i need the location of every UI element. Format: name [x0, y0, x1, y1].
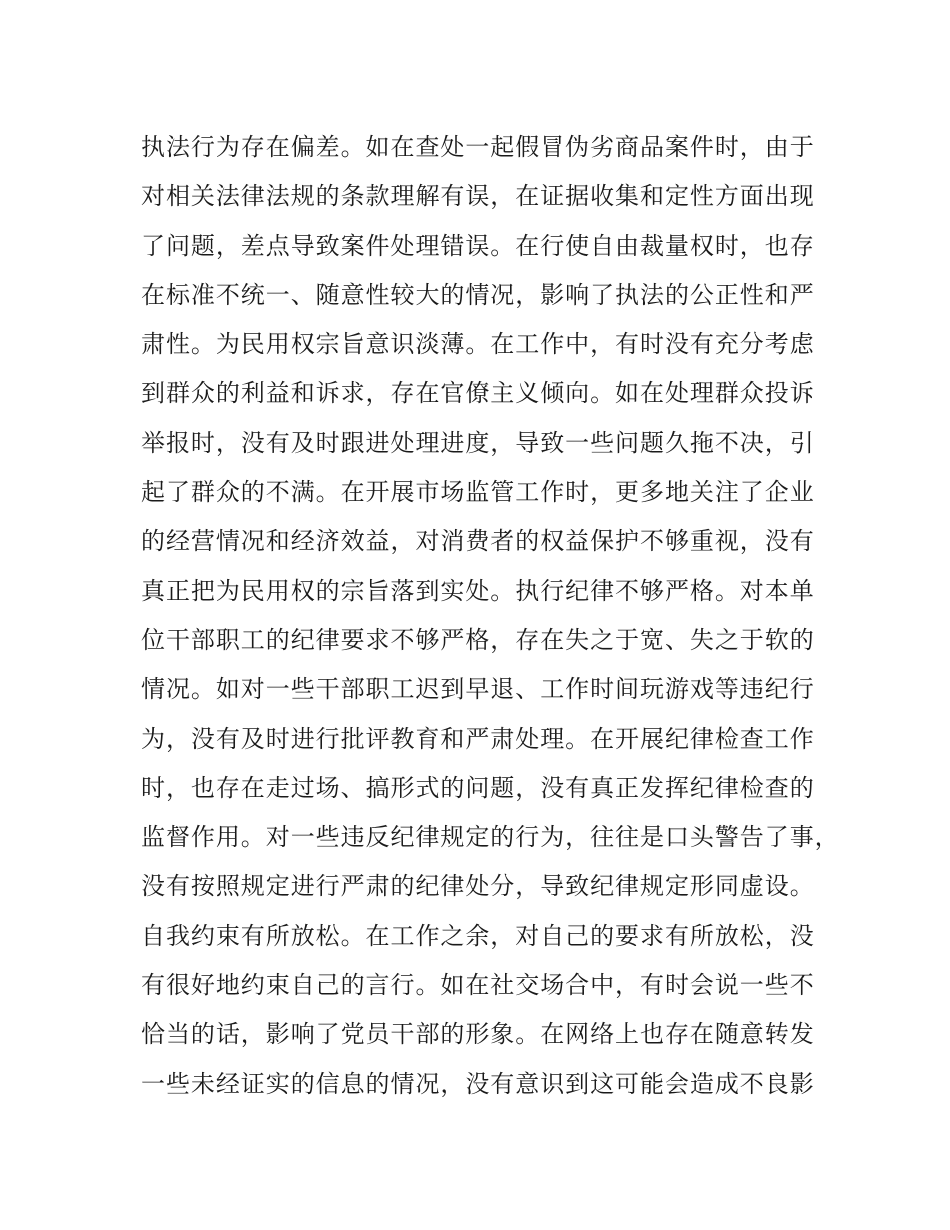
text-line: 位干部职工的纪律要求不够严格，存在失之于宽、失之于软的 [141, 625, 815, 654]
text-line: 没有按照规定进行严肃的纪律处分，导致纪律规定形同虚设。 [141, 872, 815, 901]
text-line: 一些未经证实的信息的情况，没有意识到这可能会造成不良影 [141, 1069, 815, 1098]
text-line: 到群众的利益和诉求，存在官僚主义倾向。如在处理群众投诉 [141, 379, 815, 408]
text-line: 为，没有及时进行批评教育和严肃处理。在开展纪律检查工作 [141, 724, 815, 753]
text-line: 恰当的话，影响了党员干部的形象。在网络上也存在随意转发 [141, 1020, 815, 1049]
text-line: 起了群众的不满。在开展市场监管工作时，更多地关注了企业 [141, 478, 815, 507]
text-line: 时，也存在走过场、搞形式的问题，没有真正发挥纪律检查的 [141, 773, 815, 802]
text-line: 有很好地约束自己的言行。如在社交场合中，有时会说一些不 [141, 971, 815, 1000]
text-line: 监督作用。对一些违反纪律规定的行为，往往是口头警告了事， [141, 823, 840, 852]
text-line: 真正把为民用权的宗旨落到实处。执行纪律不够严格。对本单 [141, 576, 815, 605]
body-paragraph [141, 123, 841, 1109]
text-line: 在标准不统一、随意性较大的情况，影响了执法的公正性和严 [141, 280, 815, 309]
text-line: 的经营情况和经济效益，对消费者的权益保护不够重视，没有 [141, 527, 815, 556]
text-line: 执法行为存在偏差。如在查处一起假冒伪劣商品案件时，由于 [141, 133, 815, 161]
text-line: 了问题，差点导致案件处理错误。在行使自由裁量权时，也存 [141, 231, 815, 260]
text-line: 举报时，没有及时跟进处理进度，导致一些问题久拖不决，引 [141, 428, 815, 457]
text-line: 肃性。为民用权宗旨意识淡薄。在工作中，有时没有充分考虑 [141, 330, 815, 359]
text-line: 自我约束有所放松。在工作之余，对自己的要求有所放松，没 [141, 921, 815, 950]
text-line: 情况。如对一些干部职工迟到早退、工作时间玩游戏等违纪行 [141, 675, 815, 704]
text-line: 对相关法律法规的条款理解有误，在证据收集和定性方面出现 [141, 182, 815, 211]
